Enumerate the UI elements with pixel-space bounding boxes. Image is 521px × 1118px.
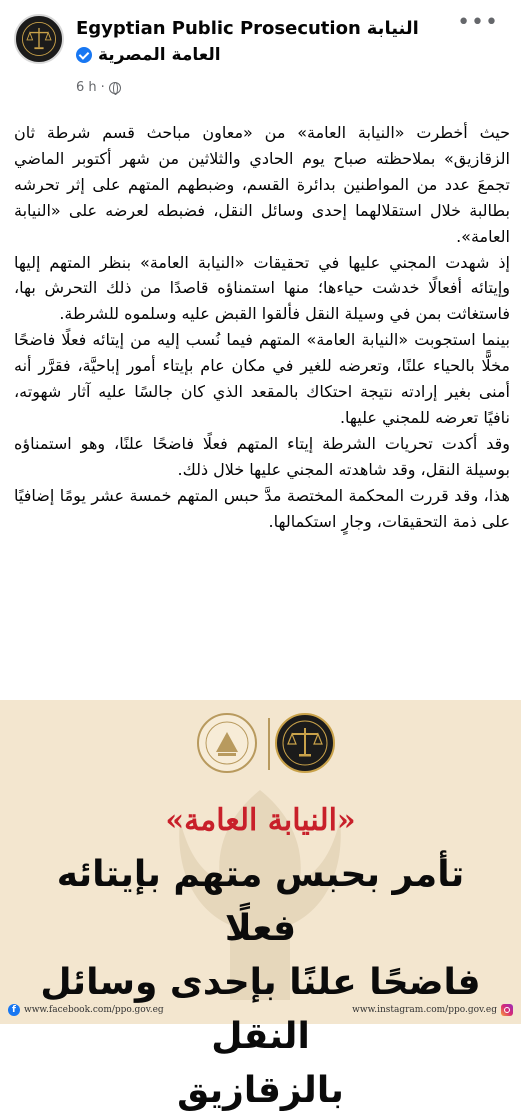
page-name-ar-2[interactable]: العامة المصرية — [98, 45, 221, 65]
post-time[interactable]: 6 h — [76, 80, 97, 95]
page-name-line2[interactable] — [76, 44, 221, 66]
instagram-url: www.instagram.com/ppo.gov.eg — [352, 1005, 497, 1015]
facebook-icon: f — [8, 1004, 20, 1016]
post-header — [0, 0, 521, 110]
globe-icon — [109, 82, 121, 94]
post-paragraph-4: وقد أكدت تحريات الشرطة إيتاء المتهم فعلًا فاضحًا علنًا، وهو استمناؤه بوسيلة النقل، وقد شاهدته المجني عليها خلال ذلك. — [14, 433, 510, 479]
post-meta — [76, 80, 121, 95]
scales-logo-icon — [16, 16, 62, 62]
page-avatar[interactable] — [14, 14, 64, 64]
post-paragraph-5: هذا، وقد قررت المحكمة المختصة مدَّ حبس المتهم خمسة عشر يومًا إضافيًا على ذمة التحقيقات، وجارٍ استكمالها. — [14, 485, 510, 531]
prosecution-logo-icon — [274, 712, 336, 774]
more-options-icon[interactable]: ••• — [457, 10, 499, 35]
post-image-banner[interactable] — [0, 700, 521, 1111]
banner-headline-line-1: تأمر بحبس متهم بإيتائه فعلًا — [56, 854, 465, 949]
post-paragraph-2: إذ شهدت المجني عليها في تحقيقات «النيابة العامة» بنظر المتهم إليها وإيتائه أفعالًا خدشت حياءها؛ منها استمناؤه قاصدًا من ذلك التحرش بها، فاستغاثت بمن في وسيلة النقل فألقوا القبض عليه وسلموه للشرطة. — [14, 252, 510, 324]
logo-divider — [268, 718, 270, 770]
page-name-ar-1[interactable]: النيابة — [366, 18, 419, 39]
banner-title: «النيابة العامة» — [165, 803, 356, 838]
banner-headline — [20, 848, 501, 1118]
post-paragraph-3: بينما استجوبت «النيابة العامة» المتهم فيما نُسب إليه من إيتائه فعلًا فاضحًا مخلًّا بالحياء علنًا، وتعرضه للغير في مكان عام بإيتاء أمور إباحيَّة، فقرَّر أنه أمنى بغير إرادته نتيجة احتكاك بالمقعد الذي كان جالسًا عليه آثار شهوته، نافيًا تعرضه للمجني عليها. — [14, 330, 510, 427]
banner-logos — [0, 712, 521, 778]
meta-separator: · — [100, 80, 105, 95]
banner-footer-instagram — [352, 1004, 513, 1016]
page-name-en[interactable]: Egyptian Public Prosecution — [76, 18, 361, 39]
post-paragraph-1: حيث أخطرت «النيابة العامة» من «معاون مباحث قسم شرطة ثان الزقازيق» بملاحظته صباح يوم الحادي والثلاثين من شهر أكتوبر الماضي تجمعَ عدد من المواطنين بدائرة القسم، وضبطهم المتهم على إثر تحرشه بطالبة خلال استقلالهما إحدى وسائل النقل، فضبطه لعرضه على «النيابة العامة». — [14, 123, 510, 246]
banner-headline-line-2: فاضحًا علنًا بإحدى وسائل النقل — [40, 962, 481, 1057]
banner-footer-facebook — [8, 1004, 164, 1016]
page-name[interactable] — [76, 18, 466, 40]
instagram-icon — [501, 1004, 513, 1016]
verified-badge-icon — [76, 47, 92, 63]
institute-logo-icon — [196, 712, 258, 774]
banner-headline-line-3: بالزقازيق — [177, 1070, 344, 1111]
post-text — [14, 120, 510, 535]
facebook-url: www.facebook.com/ppo.gov.eg — [24, 1005, 164, 1015]
